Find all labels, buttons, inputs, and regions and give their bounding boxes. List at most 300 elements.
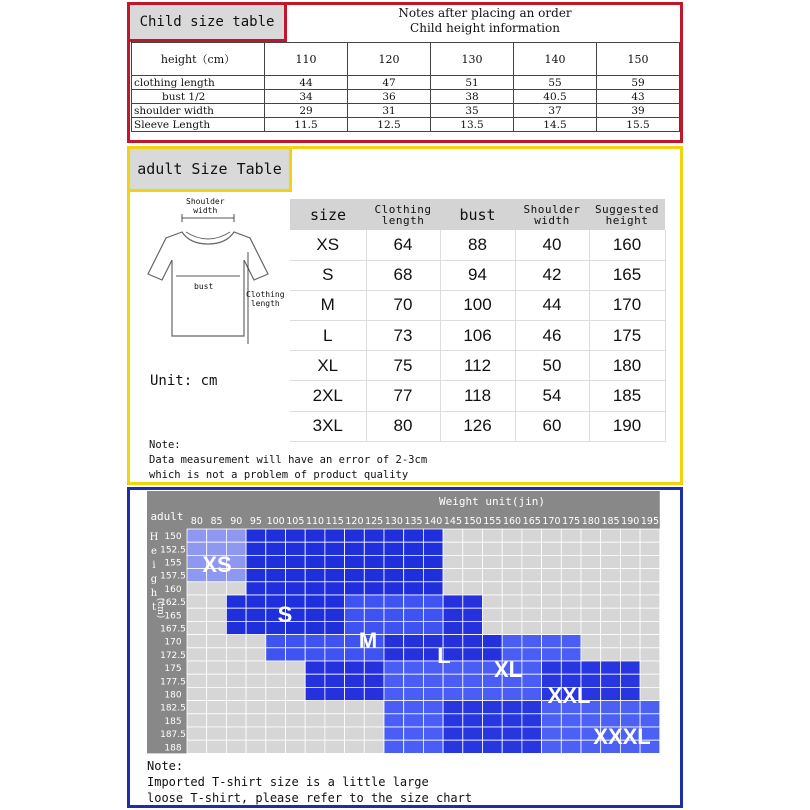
chart-cell xyxy=(384,635,404,648)
weight-tick-label: 120 xyxy=(345,516,364,527)
chart-cell xyxy=(620,648,640,661)
weight-tick-label: 180 xyxy=(581,516,600,527)
chart-cell xyxy=(502,595,522,608)
chart-cell xyxy=(542,740,562,753)
height-axis-char: i xyxy=(152,560,156,571)
weight-tick-label: 150 xyxy=(463,516,482,527)
height-axis-char: h xyxy=(150,588,158,599)
chart-cell xyxy=(443,569,463,582)
chart-cell xyxy=(266,727,286,740)
cell-shoulder: 46 xyxy=(515,321,589,351)
chart-cell xyxy=(246,555,266,568)
chart-cell xyxy=(542,595,562,608)
chart-cell xyxy=(483,727,503,740)
chart-cell xyxy=(542,542,562,555)
adult-size-title: adult Size Table xyxy=(127,146,292,192)
chart-cell xyxy=(423,569,443,582)
chart-cell xyxy=(266,674,286,687)
chart-cell xyxy=(463,608,483,621)
shoulder-width-line1: Shoulder xyxy=(186,197,225,206)
chart-cell xyxy=(463,687,483,700)
chart-cell xyxy=(364,582,384,595)
chart-cell xyxy=(345,555,365,568)
chart-cell xyxy=(522,608,542,621)
chart-note-line2: loose T-shirt, please refer to the size chart xyxy=(147,791,473,805)
size-band-label: XXL xyxy=(547,683,591,708)
chart-cell xyxy=(364,727,384,740)
cell-length: 75 xyxy=(366,351,440,381)
chart-cell xyxy=(483,608,503,621)
chart-cell xyxy=(542,621,562,634)
weight-tick-label: 130 xyxy=(384,516,403,527)
chart-cell xyxy=(581,661,601,674)
chart-cell xyxy=(246,727,266,740)
header-size: size xyxy=(290,199,366,230)
chart-cell xyxy=(404,661,424,674)
child-height-cell: 130 xyxy=(431,43,514,76)
chart-cell xyxy=(325,661,345,674)
chart-cell xyxy=(325,595,345,608)
child-cell: 44 xyxy=(265,76,348,90)
weight-tick-label: 190 xyxy=(621,516,640,527)
chart-cell xyxy=(384,582,404,595)
chart-cell xyxy=(305,648,325,661)
cell-size: XL xyxy=(290,351,366,381)
chart-cell xyxy=(364,529,384,542)
cell-length: 73 xyxy=(366,321,440,351)
chart-cell xyxy=(561,635,581,648)
chart-cell xyxy=(601,582,621,595)
chart-cell xyxy=(601,555,621,568)
chart-cell xyxy=(305,529,325,542)
chart-cell xyxy=(246,740,266,753)
chart-cell xyxy=(266,648,286,661)
chart-cell xyxy=(325,714,345,727)
child-row-label: shoulder width xyxy=(132,104,265,118)
chart-cell xyxy=(305,582,325,595)
chart-cell xyxy=(187,714,207,727)
chart-cell xyxy=(384,542,404,555)
chart-cell xyxy=(246,714,266,727)
weight-tick-label: 165 xyxy=(522,516,541,527)
chart-cell xyxy=(620,687,640,700)
chart-cell xyxy=(502,582,522,595)
chart-cell xyxy=(483,701,503,714)
chart-cell xyxy=(305,701,325,714)
header-clothing-line1: Clothing xyxy=(374,202,432,216)
size-band-label: XXXL xyxy=(593,724,651,749)
chart-cell xyxy=(502,687,522,700)
chart-cell xyxy=(404,582,424,595)
child-cell: 47 xyxy=(348,76,431,90)
height-tick-label: 150 xyxy=(164,532,182,543)
chart-cell xyxy=(601,595,621,608)
chart-cell xyxy=(463,542,483,555)
chart-cell xyxy=(207,621,227,634)
chart-cell xyxy=(345,661,365,674)
chart-cell xyxy=(522,661,542,674)
size-band-label: S xyxy=(277,602,293,627)
chart-cell xyxy=(325,608,345,621)
chart-cell xyxy=(423,701,443,714)
chart-cell xyxy=(601,687,621,700)
chart-cell xyxy=(443,608,463,621)
chart-cell xyxy=(483,529,503,542)
chart-cell xyxy=(561,621,581,634)
chart-cell xyxy=(384,727,404,740)
chart-cell xyxy=(286,582,306,595)
weight-tick-label: 115 xyxy=(325,516,344,527)
chart-cell xyxy=(246,595,266,608)
chart-cell xyxy=(266,635,286,648)
chart-cell xyxy=(404,621,424,634)
chart-cell xyxy=(601,701,621,714)
weight-axis-title: Weight unit(jin) xyxy=(439,495,545,508)
chart-cell xyxy=(226,595,246,608)
adult-note-label: Note: xyxy=(149,439,181,451)
chart-cell xyxy=(483,582,503,595)
chart-cell xyxy=(640,635,660,648)
chart-cell xyxy=(542,714,562,727)
chart-cell xyxy=(345,582,365,595)
chart-cell xyxy=(305,714,325,727)
chart-cell xyxy=(542,582,562,595)
chart-cell xyxy=(226,727,246,740)
chart-cell xyxy=(207,595,227,608)
chart-cell xyxy=(522,727,542,740)
weight-tick-label: 105 xyxy=(286,516,305,527)
chart-cell xyxy=(601,661,621,674)
cell-length: 77 xyxy=(366,381,440,411)
child-cell: 15.5 xyxy=(597,118,680,132)
chart-cell xyxy=(286,555,306,568)
header-bust: bust xyxy=(440,199,515,230)
chart-cell xyxy=(463,582,483,595)
cell-length: 80 xyxy=(366,411,440,441)
chart-cell xyxy=(522,714,542,727)
chart-cell xyxy=(246,569,266,582)
chart-cell xyxy=(522,555,542,568)
chart-cell xyxy=(620,555,640,568)
chart-cell xyxy=(286,714,306,727)
chart-cell xyxy=(364,674,384,687)
cell-shoulder: 50 xyxy=(515,351,589,381)
chart-cell xyxy=(266,542,286,555)
chart-cell xyxy=(207,674,227,687)
chart-cell xyxy=(404,555,424,568)
chart-cell xyxy=(384,608,404,621)
chart-cell xyxy=(561,569,581,582)
cell-shoulder: 54 xyxy=(515,381,589,411)
chart-cell xyxy=(463,529,483,542)
chart-cell xyxy=(187,661,207,674)
chart-cell xyxy=(364,701,384,714)
chart-cell xyxy=(423,542,443,555)
chart-cell xyxy=(226,582,246,595)
cell-height: 165 xyxy=(589,260,665,290)
chart-cell xyxy=(266,701,286,714)
chart-cell xyxy=(522,621,542,634)
chart-cell xyxy=(384,555,404,568)
cell-size: 2XL xyxy=(290,381,366,411)
chart-cell xyxy=(246,582,266,595)
chart-cell xyxy=(502,727,522,740)
cell-size: S xyxy=(290,260,366,290)
chart-cell xyxy=(404,687,424,700)
chart-cell xyxy=(581,648,601,661)
shoulder-width-line2: width xyxy=(193,206,218,215)
cell-bust: 94 xyxy=(440,260,515,290)
cell-bust: 100 xyxy=(440,290,515,320)
adult-corner-label: adult xyxy=(150,510,184,523)
chart-cell xyxy=(226,648,246,661)
chart-cell xyxy=(345,542,365,555)
chart-cell xyxy=(443,542,463,555)
chart-cell xyxy=(483,714,503,727)
chart-cell xyxy=(345,727,365,740)
chart-cell xyxy=(187,529,207,542)
chart-cell xyxy=(345,529,365,542)
chart-cell xyxy=(502,569,522,582)
chart-cell xyxy=(207,714,227,727)
chart-cell xyxy=(384,674,404,687)
chart-cell xyxy=(463,569,483,582)
chart-cell xyxy=(620,621,640,634)
child-notes-line2: Child height information xyxy=(410,21,560,35)
child-cell: 37 xyxy=(514,104,597,118)
chart-cell xyxy=(423,674,443,687)
chart-cell xyxy=(207,648,227,661)
chart-cell xyxy=(522,569,542,582)
cell-shoulder: 60 xyxy=(515,411,589,441)
chart-cell xyxy=(364,714,384,727)
child-row-label: Sleeve Length xyxy=(132,118,265,132)
chart-cell xyxy=(325,582,345,595)
weight-tick-label: 170 xyxy=(542,516,561,527)
height-tick-label: 170 xyxy=(164,637,182,648)
chart-cell xyxy=(305,595,325,608)
chart-cell xyxy=(226,608,246,621)
header-shoulder-line2: width xyxy=(534,213,570,227)
chart-cell xyxy=(502,529,522,542)
chart-cell xyxy=(581,595,601,608)
chart-cell xyxy=(404,635,424,648)
chart-cell xyxy=(187,701,207,714)
chart-cell xyxy=(246,687,266,700)
child-cell: 11.5 xyxy=(265,118,348,132)
chart-cell xyxy=(286,740,306,753)
chart-cell xyxy=(561,661,581,674)
chart-cell xyxy=(305,635,325,648)
chart-cell xyxy=(226,621,246,634)
chart-cell xyxy=(423,555,443,568)
cell-length: 64 xyxy=(366,230,440,260)
chart-cell xyxy=(187,648,207,661)
size-band-label: M xyxy=(358,628,378,653)
chart-cell xyxy=(423,714,443,727)
chart-cell xyxy=(423,529,443,542)
weight-tick-label: 85 xyxy=(210,516,223,527)
chart-cell xyxy=(601,621,621,634)
child-height-cell: 120 xyxy=(348,43,431,76)
chart-cell xyxy=(286,648,306,661)
cell-size: M xyxy=(290,290,366,320)
chart-cell xyxy=(325,529,345,542)
chart-cell xyxy=(542,635,562,648)
chart-cell xyxy=(443,529,463,542)
chart-cell xyxy=(345,674,365,687)
child-cell: 40.5 xyxy=(514,90,597,104)
chart-cell xyxy=(404,569,424,582)
chart-cell xyxy=(404,714,424,727)
chart-cell xyxy=(502,555,522,568)
chart-cell xyxy=(463,661,483,674)
weight-tick-label: 145 xyxy=(443,516,463,527)
child-cell: 34 xyxy=(265,90,348,104)
chart-cell xyxy=(246,529,266,542)
chart-cell xyxy=(286,674,306,687)
cell-size: 3XL xyxy=(290,411,366,441)
child-row-label: bust 1/2 xyxy=(132,90,265,104)
chart-cell xyxy=(463,635,483,648)
chart-cell xyxy=(345,608,365,621)
chart-cell xyxy=(561,714,581,727)
chart-cell xyxy=(620,542,640,555)
chart-cell xyxy=(404,648,424,661)
chart-cell xyxy=(266,740,286,753)
chart-cell xyxy=(305,608,325,621)
clothing-length-line1: Clothing xyxy=(246,290,285,299)
chart-cell xyxy=(384,595,404,608)
chart-cell xyxy=(246,621,266,634)
chart-cell xyxy=(581,542,601,555)
chart-cell xyxy=(246,674,266,687)
chart-cell xyxy=(384,569,404,582)
chart-cell xyxy=(187,740,207,753)
chart-cell xyxy=(266,687,286,700)
chart-cell xyxy=(483,740,503,753)
chart-cell xyxy=(620,529,640,542)
chart-cell xyxy=(640,674,660,687)
child-cell: 36 xyxy=(348,90,431,104)
height-tick-label: 182.5 xyxy=(160,703,186,714)
chart-cell xyxy=(305,542,325,555)
height-tick-label: 165 xyxy=(164,611,182,622)
chart-cell xyxy=(522,674,542,687)
chart-cell xyxy=(601,542,621,555)
header-clothing-line2: length xyxy=(381,213,425,227)
chart-cell xyxy=(640,701,660,714)
chart-cell xyxy=(207,727,227,740)
weight-tick-label: 175 xyxy=(562,516,581,527)
child-row-label: clothing length xyxy=(132,76,265,90)
weight-tick-label: 185 xyxy=(601,516,620,527)
chart-cell xyxy=(423,582,443,595)
cell-length: 68 xyxy=(366,260,440,290)
chart-cell xyxy=(522,701,542,714)
chart-cell xyxy=(561,582,581,595)
height-axis-char: e xyxy=(151,546,157,557)
chart-cell xyxy=(423,595,443,608)
chart-cell xyxy=(561,740,581,753)
chart-cell xyxy=(423,608,443,621)
chart-cell xyxy=(522,635,542,648)
chart-cell xyxy=(443,555,463,568)
chart-cell xyxy=(423,621,443,634)
chart-cell xyxy=(502,740,522,753)
child-height-cell: 110 xyxy=(265,43,348,76)
chart-cell xyxy=(620,674,640,687)
chart-cell xyxy=(483,569,503,582)
chart-cell xyxy=(187,687,207,700)
child-height-cell: 140 xyxy=(514,43,597,76)
chart-cell xyxy=(640,687,660,700)
chart-cell xyxy=(266,555,286,568)
chart-cell xyxy=(542,555,562,568)
child-cell: 55 xyxy=(514,76,597,90)
cell-shoulder: 40 xyxy=(515,230,589,260)
chart-cell xyxy=(226,661,246,674)
adult-note-line1: Data measurement will have an error of 2-3cm xyxy=(149,454,428,466)
chart-cell xyxy=(305,727,325,740)
chart-cell xyxy=(187,595,207,608)
chart-cell xyxy=(384,661,404,674)
chart-cell xyxy=(581,608,601,621)
chart-cell xyxy=(286,569,306,582)
chart-cell xyxy=(522,582,542,595)
chart-cell xyxy=(620,595,640,608)
clothing-length-line2: length xyxy=(250,299,280,308)
chart-cell xyxy=(246,648,266,661)
header-height-line1: Suggested xyxy=(594,202,660,216)
chart-cell xyxy=(364,608,384,621)
cell-bust: 106 xyxy=(440,321,515,351)
chart-cell xyxy=(187,635,207,648)
chart-cell xyxy=(522,542,542,555)
header-shoulder-line1: Shoulder xyxy=(523,202,581,216)
child-cell: 35 xyxy=(431,104,514,118)
chart-cell xyxy=(620,701,640,714)
cell-bust: 112 xyxy=(440,351,515,381)
chart-cell xyxy=(226,674,246,687)
weight-title-bar xyxy=(187,491,660,511)
chart-cell xyxy=(522,529,542,542)
chart-cell xyxy=(207,608,227,621)
chart-notes xyxy=(147,758,472,806)
unit-label: Unit: cm xyxy=(150,373,218,389)
chart-cell xyxy=(463,555,483,568)
child-height-cell: 150 xyxy=(597,43,680,76)
chart-cell xyxy=(640,648,660,661)
chart-cell xyxy=(305,569,325,582)
size-band-label: XL xyxy=(493,657,523,682)
weight-tick-label: 125 xyxy=(365,516,384,527)
adult-note-line2: which is not a problem of product quality xyxy=(149,469,409,481)
chart-cell xyxy=(542,661,562,674)
header-height-line2: height xyxy=(605,213,649,227)
weight-tick-label: 110 xyxy=(305,516,325,527)
child-cell: 14.5 xyxy=(514,118,597,132)
cell-size: L xyxy=(290,321,366,351)
chart-cell xyxy=(483,542,503,555)
chart-cell xyxy=(226,740,246,753)
weight-tick-label: 80 xyxy=(190,516,203,527)
chart-cell xyxy=(364,661,384,674)
chart-cell xyxy=(226,687,246,700)
chart-cell xyxy=(266,582,286,595)
chart-cell xyxy=(286,635,306,648)
chart-cell xyxy=(325,648,345,661)
